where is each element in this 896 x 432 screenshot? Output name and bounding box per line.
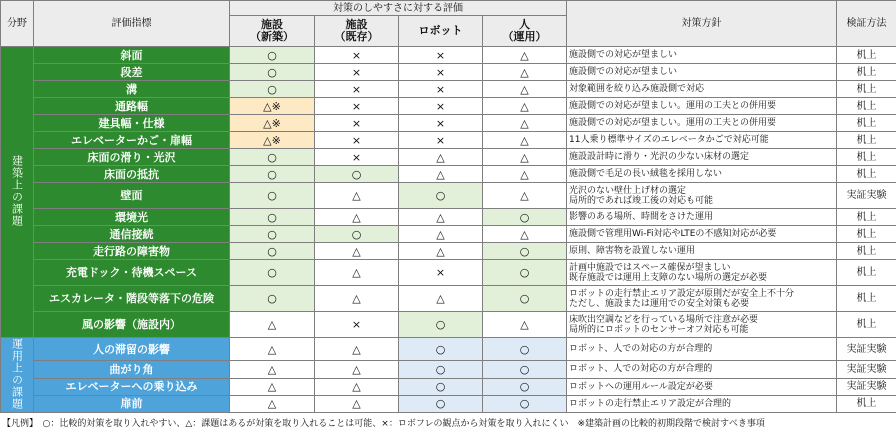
- verification-cell: 机上: [837, 166, 896, 183]
- rating-new: △※: [230, 132, 315, 149]
- header-facility-new: 施設 （新築）: [230, 16, 315, 47]
- rating-new: ○: [230, 149, 315, 166]
- rating-robot: ○: [399, 378, 483, 395]
- verification-cell: 机上: [837, 286, 896, 312]
- rating-new: △: [230, 395, 315, 412]
- rating-human: ○: [483, 286, 567, 312]
- rating-new: △※: [230, 115, 315, 132]
- rating-robot: ×: [399, 47, 483, 64]
- rating-robot: ○: [399, 361, 483, 378]
- rating-existing: △: [315, 378, 399, 395]
- rating-existing: △: [315, 286, 399, 312]
- indicator-cell: 床面の滑り・光沢: [34, 149, 230, 166]
- table-row: [1, 166, 896, 183]
- table-row: [1, 378, 896, 395]
- policy-cell: 床吹出空調などを行っている場所で注意が必要 局所的にロボットのセンサーオフ対応も可能: [567, 312, 837, 338]
- rating-robot: ×: [399, 260, 483, 286]
- table-row: [1, 64, 896, 81]
- indicator-cell: 曲がり角: [34, 361, 230, 378]
- rating-human: ○: [483, 338, 567, 361]
- rating-robot: ×: [399, 132, 483, 149]
- table-row: [1, 260, 896, 286]
- table-row: [1, 361, 896, 378]
- indicator-cell: 走行路の障害物: [34, 243, 230, 260]
- verification-cell: 机上: [837, 149, 896, 166]
- rating-new: ○: [230, 260, 315, 286]
- rating-robot: △: [399, 226, 483, 243]
- rating-new: △: [230, 361, 315, 378]
- table-row: [1, 209, 896, 226]
- policy-cell: 施設側での対応が望ましい。運用の工夫との併用要: [567, 98, 837, 115]
- rating-new: ○: [230, 209, 315, 226]
- header-policy: 対策方針: [567, 1, 837, 47]
- rating-robot: ×: [399, 64, 483, 81]
- verification-cell: 机上: [837, 115, 896, 132]
- rating-robot: ○: [399, 395, 483, 412]
- policy-cell: 施設側で毛足の長い絨毯を採用しない: [567, 166, 837, 183]
- rating-human: ○: [483, 209, 567, 226]
- rating-robot: △: [399, 209, 483, 226]
- verification-cell: 実証実験: [837, 361, 896, 378]
- table-row: [1, 183, 896, 209]
- rating-existing: △: [315, 209, 399, 226]
- rating-robot: ○: [399, 338, 483, 361]
- category-operation: [1, 338, 34, 413]
- indicator-cell: エレベーターへの乗り込み: [34, 378, 230, 395]
- rating-robot: ○: [399, 312, 483, 338]
- rating-new: ○: [230, 47, 315, 64]
- category-label: 運用上の課題: [10, 338, 24, 410]
- verification-cell: 机上: [837, 47, 896, 64]
- table-row: [1, 226, 896, 243]
- rating-existing: ×: [315, 132, 399, 149]
- table-row: [1, 286, 896, 312]
- rating-existing: △: [315, 183, 399, 209]
- policy-cell: 光沢のない壁仕上げ材の選定 局所的であれば竣工後の対応も可能: [567, 183, 837, 209]
- rating-new: △: [230, 312, 315, 338]
- header-indicator: 評価指標: [34, 1, 230, 47]
- indicator-cell: 床面の抵抗: [34, 166, 230, 183]
- policy-cell: 影響のある場所、時間をさけた運用: [567, 209, 837, 226]
- rating-robot: ○: [399, 183, 483, 209]
- rating-human: △: [483, 166, 567, 183]
- rating-new: △: [230, 338, 315, 361]
- policy-cell: 原則、障害物を設置しない運用: [567, 243, 837, 260]
- rating-human: △: [483, 183, 567, 209]
- rating-human: ○: [483, 243, 567, 260]
- policy-cell: 11人乗り標準サイズのエレベータかごで対応可能: [567, 132, 837, 149]
- rating-human: △: [483, 149, 567, 166]
- rating-new: ○: [230, 286, 315, 312]
- rating-human: ○: [483, 378, 567, 395]
- rating-new: ○: [230, 166, 315, 183]
- table-row: [1, 395, 896, 412]
- table-row: [1, 149, 896, 166]
- policy-cell: 施設側での対応が望ましい。運用の工夫との併用要: [567, 115, 837, 132]
- table-row: [1, 115, 896, 132]
- indicator-cell: 段差: [34, 64, 230, 81]
- verification-cell: 机上: [837, 81, 896, 98]
- table-body: [1, 47, 896, 413]
- policy-cell: ロボット、人での対応の方が合理的: [567, 361, 837, 378]
- rating-robot: ×: [399, 81, 483, 98]
- policy-cell: 施設設計時に滑り・光沢の少ない床材の選定: [567, 149, 837, 166]
- rating-existing: △: [315, 395, 399, 412]
- table-row: [1, 312, 896, 338]
- rating-existing: ○: [315, 226, 399, 243]
- policy-cell: 計画中施設ではスペース確保が望ましい 既存施設では運用上支障のない場所の選定が必要: [567, 260, 837, 286]
- policy-cell: ロボットの走行禁止エリア設定が原則だが安全上不十分 ただし、施設または運用での安全対策も必要: [567, 286, 837, 312]
- verification-cell: 机上: [837, 243, 896, 260]
- rating-existing: ×: [315, 98, 399, 115]
- table-row: [1, 81, 896, 98]
- rating-new: ○: [230, 64, 315, 81]
- rating-robot: △: [399, 243, 483, 260]
- rating-human: △: [483, 226, 567, 243]
- rating-robot: △: [399, 286, 483, 312]
- verification-cell: 実証実験: [837, 338, 896, 361]
- table-row: [1, 338, 896, 361]
- indicator-cell: 充電ドック・待機スペース: [34, 260, 230, 286]
- header-field: 分野: [1, 1, 34, 47]
- indicator-cell: 風の影響（施設内）: [34, 312, 230, 338]
- rating-existing: ×: [315, 149, 399, 166]
- policy-cell: 施設側での対応が望ましい: [567, 47, 837, 64]
- verification-cell: 机上: [837, 260, 896, 286]
- table-row: [1, 98, 896, 115]
- rating-human: △: [483, 98, 567, 115]
- rating-human: ○: [483, 260, 567, 286]
- rating-robot: ×: [399, 98, 483, 115]
- rating-robot: △: [399, 166, 483, 183]
- table-row: [1, 132, 896, 149]
- rating-existing: ×: [315, 81, 399, 98]
- verification-cell: 実証実験: [837, 378, 896, 395]
- rating-human: △: [483, 81, 567, 98]
- indicator-cell: 壁面: [34, 183, 230, 209]
- policy-cell: ロボットの走行禁止エリア設定が合理的: [567, 395, 837, 412]
- rating-human: △: [483, 132, 567, 149]
- rating-new: ○: [230, 226, 315, 243]
- policy-cell: ロボットへの運用ルール設定が必要: [567, 378, 837, 395]
- rating-existing: ×: [315, 47, 399, 64]
- verification-cell: 机上: [837, 132, 896, 149]
- rating-robot: △: [399, 149, 483, 166]
- rating-human: ○: [483, 361, 567, 378]
- indicator-cell: 建具幅・仕様: [34, 115, 230, 132]
- indicator-cell: 斜面: [34, 47, 230, 64]
- indicator-cell: 環境光: [34, 209, 230, 226]
- indicator-cell: 溝: [34, 81, 230, 98]
- indicator-cell: エスカレータ・階段等落下の危険: [34, 286, 230, 312]
- table-row: [1, 47, 896, 64]
- policy-cell: ロボット、人での対応の方が合理的: [567, 338, 837, 361]
- policy-cell: 施設側で管理用Wi-Fi対応やLTEの不感知対応が必要: [567, 226, 837, 243]
- header-verification: 検証方法: [837, 1, 896, 47]
- rating-new: ○: [230, 243, 315, 260]
- verification-cell: 実証実験: [837, 183, 896, 209]
- rating-new: △※: [230, 98, 315, 115]
- rating-new: ○: [230, 81, 315, 98]
- rating-human: △: [483, 312, 567, 338]
- rating-existing: △: [315, 243, 399, 260]
- indicator-cell: エレベーターかご・扉幅: [34, 132, 230, 149]
- header-human: 人 （運用）: [483, 16, 567, 47]
- verification-cell: 机上: [837, 98, 896, 115]
- rating-existing: △: [315, 361, 399, 378]
- rating-existing: ×: [315, 312, 399, 338]
- indicator-cell: 人の滞留の影響: [34, 338, 230, 361]
- indicator-cell: 通路幅: [34, 98, 230, 115]
- category-architecture: [1, 47, 34, 338]
- header-facility-existing: 施設 （既存）: [315, 16, 399, 47]
- indicator-cell: 通信接続: [34, 226, 230, 243]
- rating-human: △: [483, 64, 567, 81]
- rating-existing: ×: [315, 115, 399, 132]
- table-row: [1, 243, 896, 260]
- category-label: 建築上の課題: [10, 155, 24, 227]
- policy-cell: 対象範囲を絞り込み施設側で対応: [567, 81, 837, 98]
- rating-existing: ×: [315, 64, 399, 81]
- policy-cell: 施設側での対応が望ましい: [567, 64, 837, 81]
- header-evaluation-group: 対策のしやすさに対する評価: [230, 1, 567, 16]
- verification-cell: 机上: [837, 395, 896, 412]
- rating-existing: △: [315, 260, 399, 286]
- indicator-cell: 扉前: [34, 395, 230, 412]
- legend: 【凡例】 ○：比較的対策を取り入れやすい、△：課題はあるが対策を取り入れることは可能、×：ロボフレの観点から対策を取り入れにくい ※建築計画の比較的初期段階で検討すべき事項: [2, 419, 765, 429]
- rating-existing: ○: [315, 166, 399, 183]
- rating-new: △: [230, 378, 315, 395]
- rating-human: △: [483, 47, 567, 64]
- rating-existing: △: [315, 338, 399, 361]
- rating-human: ○: [483, 395, 567, 412]
- header-robot: ロボット: [399, 16, 483, 47]
- rating-human: △: [483, 115, 567, 132]
- rating-robot: ×: [399, 115, 483, 132]
- rating-new: ○: [230, 183, 315, 209]
- verification-cell: 机上: [837, 64, 896, 81]
- verification-cell: 机上: [837, 209, 896, 226]
- verification-cell: 机上: [837, 312, 896, 338]
- verification-cell: 机上: [837, 226, 896, 243]
